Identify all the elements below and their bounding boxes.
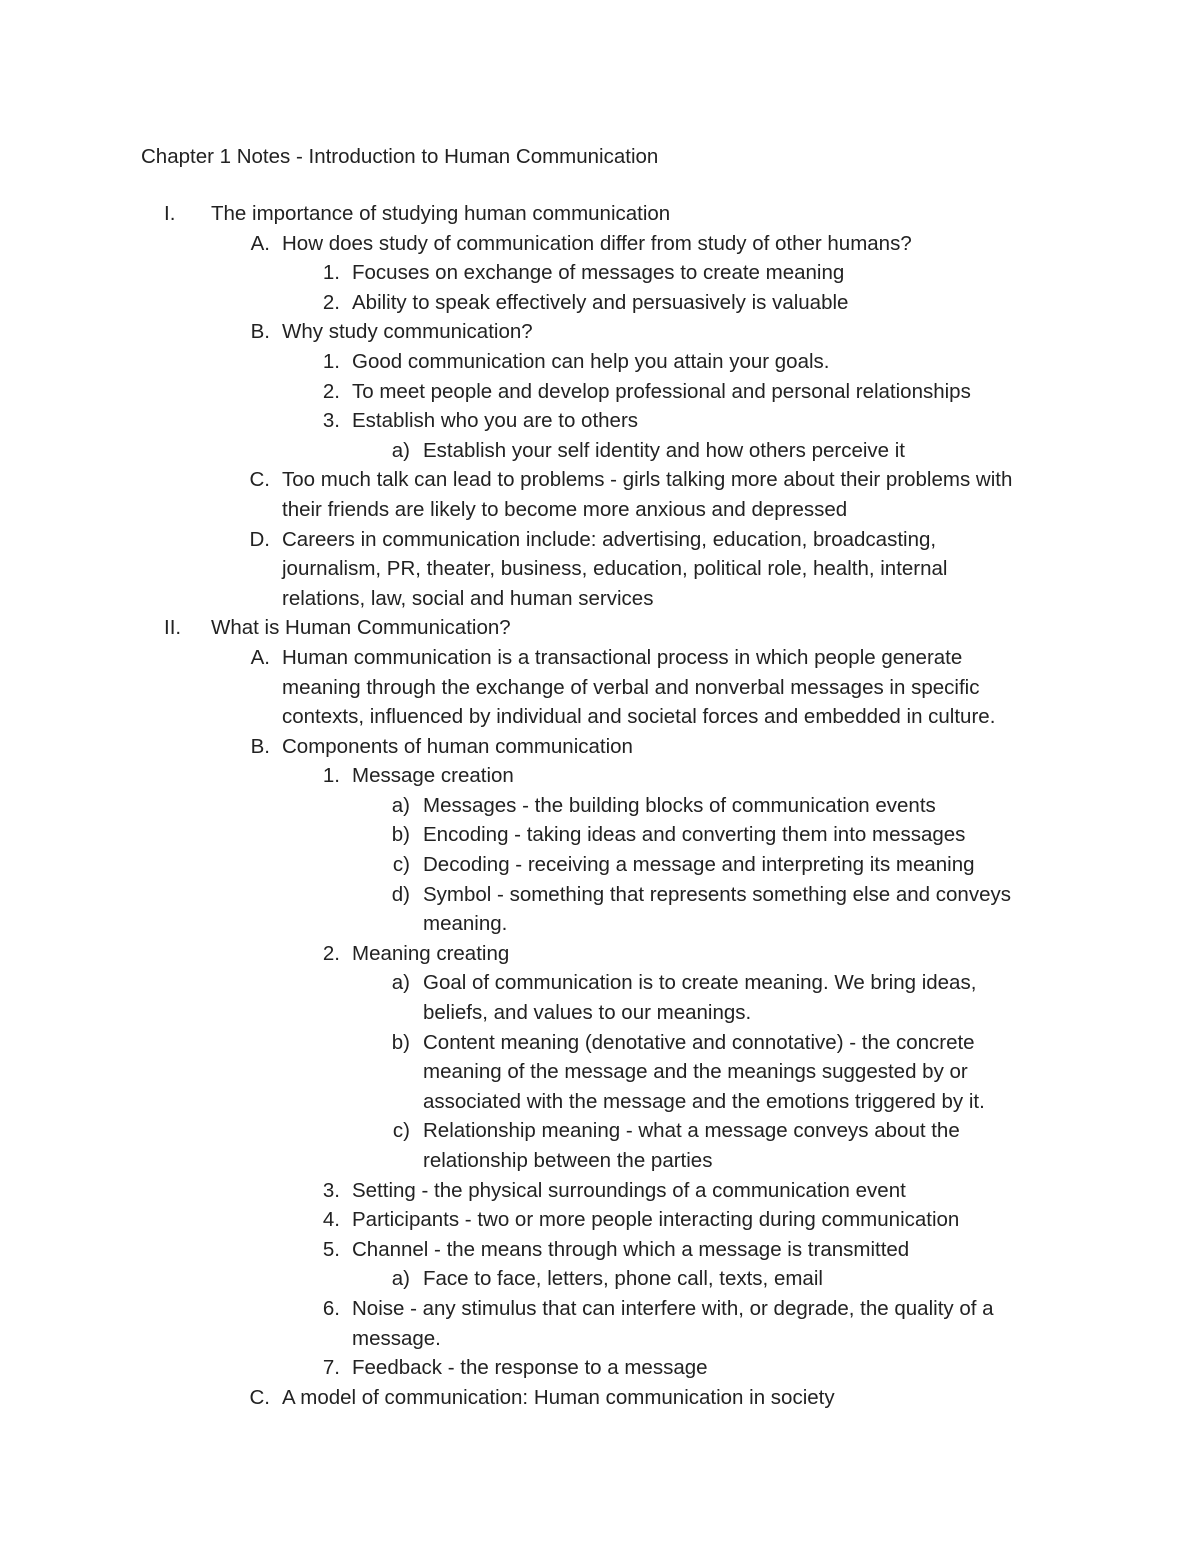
outline-marker: a): [391, 793, 410, 817]
outline-text: Message creation: [352, 764, 514, 788]
outline-line: [0, 1294, 1200, 1324]
outline-text: Establish who you are to others: [352, 409, 639, 433]
outline-text: message.: [352, 1326, 441, 1350]
outline-text: meaning through the exchange of verbal and nonverbal messages in specific: [282, 675, 980, 699]
outline-marker: C.: [249, 468, 270, 492]
outline-marker: 4.: [322, 1208, 340, 1232]
outline-text: Noise - any stimulus that can interfere with, or degrade, the quality of a: [352, 1296, 994, 1320]
outline-marker: C.: [249, 1385, 270, 1409]
outline-text: Good communication can help you attain your goals.: [352, 349, 830, 373]
outline-marker: 1.: [322, 764, 340, 788]
outline-line: [0, 1205, 1200, 1235]
outline-line: [0, 643, 1200, 673]
outline-marker: a): [391, 971, 410, 995]
outline-line: [0, 288, 1200, 318]
outline-text: Setting - the physical surroundings of a communication event: [352, 1178, 906, 1202]
outline-marker: B.: [250, 734, 270, 758]
outline-text: Messages - the building blocks of communication events: [423, 793, 936, 817]
outline-text: A model of communication: Human communication in society: [282, 1385, 835, 1409]
outline-line: [0, 229, 1200, 259]
outline-text: Ability to speak effectively and persuasively is valuable: [352, 290, 849, 314]
outline-line: [0, 1176, 1200, 1206]
outline-line: [0, 317, 1200, 347]
outline-marker: 2.: [322, 379, 340, 403]
outline-text: relations, law, social and human services: [282, 586, 654, 610]
outline-marker: b): [391, 1030, 410, 1054]
outline-text: their friends are likely to become more anxious and depressed: [282, 497, 848, 521]
outline-text: Meaning creating: [352, 941, 510, 965]
outline-marker: d): [391, 882, 410, 906]
document-title: Chapter 1 Notes - Introduction to Human Communication: [141, 145, 659, 168]
outline-text: Symbol - something that represents something else and conveys: [423, 882, 1011, 906]
outline-line: [0, 791, 1200, 821]
outline-text: meaning.: [423, 912, 508, 936]
outline-marker: c): [392, 1119, 410, 1143]
outline-text: Careers in communication include: advertising, education, broadcasting,: [282, 527, 937, 551]
outline-marker: 3.: [322, 1178, 340, 1202]
outline-text: Content meaning (denotative and connotative) - the concrete: [423, 1030, 975, 1054]
outline-line: [0, 584, 1200, 614]
outline-line: [0, 1146, 1200, 1176]
outline-list: [0, 199, 1200, 1412]
outline-text: beliefs, and values to our meanings.: [423, 1001, 752, 1025]
outline-line: [0, 465, 1200, 495]
outline-marker: A.: [250, 645, 270, 669]
outline-text: Too much talk can lead to problems - girls talking more about their problems with: [282, 468, 1013, 492]
outline-line: [0, 1116, 1200, 1146]
outline-line: [0, 258, 1200, 288]
outline-marker: 7.: [322, 1356, 340, 1380]
outline-marker: B.: [250, 320, 270, 344]
outline-line: [0, 732, 1200, 762]
outline-text: Goal of communication is to create meaning. We bring ideas,: [423, 971, 977, 995]
outline-line: [0, 939, 1200, 969]
outline-text: Decoding - receiving a message and interpreting its meaning: [423, 853, 975, 877]
outline-marker: II.: [164, 616, 182, 640]
outline-text: Participants - two or more people interacting during communication: [352, 1208, 960, 1232]
outline-line: [0, 1235, 1200, 1265]
outline-line: [0, 1057, 1200, 1087]
outline-text: Relationship meaning - what a message conveys about the: [423, 1119, 960, 1143]
outline-line: [0, 850, 1200, 880]
outline-line: [0, 199, 1200, 229]
outline-marker: 1.: [322, 261, 340, 285]
outline-text: Focuses on exchange of messages to create meaning: [352, 261, 845, 285]
outline-text: To meet people and develop professional and personal relationships: [352, 379, 971, 403]
outline-line: [0, 347, 1200, 377]
outline-marker: 2.: [322, 290, 340, 314]
outline-line: [0, 525, 1200, 555]
outline-line: [0, 1383, 1200, 1413]
outline-line: [0, 436, 1200, 466]
outline-line: [0, 702, 1200, 732]
outline-text: How does study of communication differ from study of other humans?: [282, 231, 912, 255]
outline-text: Establish your self identity and how others perceive it: [423, 438, 906, 462]
outline-line: [0, 613, 1200, 643]
outline-marker: D.: [249, 527, 270, 551]
outline-line: [0, 761, 1200, 791]
outline-line: [0, 1353, 1200, 1383]
outline-marker: 3.: [322, 409, 340, 433]
outline-text: Feedback - the response to a message: [352, 1356, 708, 1380]
outline-text: The importance of studying human communication: [211, 202, 671, 225]
outline-text: meaning of the message and the meanings suggested by or: [423, 1060, 968, 1084]
outline-text: What is Human Communication?: [211, 616, 511, 640]
outline-line: [0, 1264, 1200, 1294]
outline-line: [0, 377, 1200, 407]
outline-line: [0, 998, 1200, 1028]
outline-text: Components of human communication: [282, 734, 633, 758]
outline-line: [0, 1324, 1200, 1354]
outline-line: [0, 1028, 1200, 1058]
outline-marker: 6.: [322, 1296, 340, 1320]
outline-line: [0, 968, 1200, 998]
outline-marker: A.: [250, 231, 270, 255]
outline-marker: c): [392, 853, 410, 877]
outline-text: Human communication is a transactional process in which people generate: [282, 645, 963, 669]
outline-text: contexts, influenced by individual and societal forces and embedded in culture.: [282, 705, 996, 729]
outline-line: [0, 909, 1200, 939]
outline-text: Face to face, letters, phone call, texts, email: [423, 1267, 823, 1291]
outline-line: [0, 1087, 1200, 1117]
outline-line: [0, 880, 1200, 910]
outline-line: [0, 554, 1200, 584]
outline-line: [0, 673, 1200, 703]
outline-marker: 1.: [322, 349, 340, 373]
outline-marker: 5.: [322, 1237, 340, 1261]
outline-line: [0, 820, 1200, 850]
outline-line: [0, 406, 1200, 436]
outline-marker: b): [391, 823, 410, 847]
outline-text: Encoding - taking ideas and converting them into messages: [423, 823, 966, 847]
outline-line: [0, 495, 1200, 525]
outline-text: Why study communication?: [282, 320, 533, 344]
outline-marker: I.: [164, 202, 176, 225]
outline-text: associated with the message and the emotions triggered by it.: [423, 1089, 985, 1113]
outline-text: relationship between the parties: [423, 1149, 713, 1172]
outline-marker: 2.: [322, 941, 340, 965]
outline-text: Channel - the means through which a message is transmitted: [352, 1237, 910, 1261]
outline-marker: a): [391, 438, 410, 462]
outline-marker: a): [391, 1267, 410, 1291]
outline-text: journalism, PR, theater, business, education, political role, health, internal: [282, 557, 948, 581]
